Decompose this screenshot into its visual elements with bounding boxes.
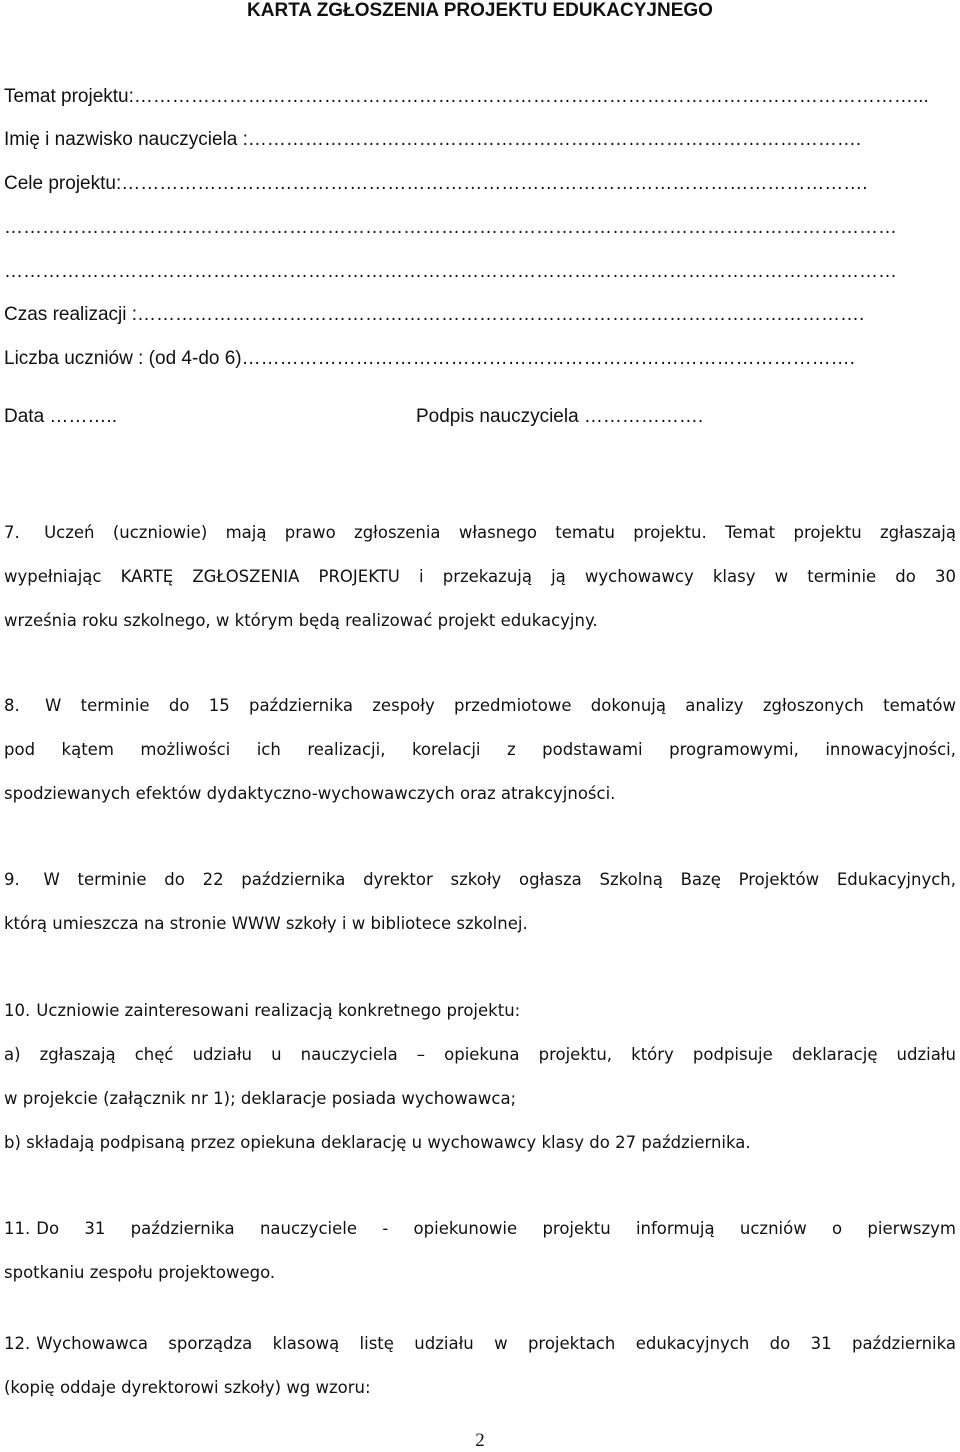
form-field-project-topic: Temat projektu:……………………………………………………………………………………………………………... (4, 86, 929, 107)
document-title: KARTA ZGŁOSZENIA PROJEKTU EDUKACYJNEGO (247, 0, 713, 21)
form-field-duration: Czas realizacji :……………………………………………………………………………………………………. (4, 304, 865, 325)
paragraph-line: którą umieszcza na stronie WWW szkoły i w bibliotece szkolnej. (4, 914, 528, 933)
form-field-project-goals: Cele projektu:………………………………………………………………………………………………………. (4, 173, 868, 194)
paragraph-number: 8. (4, 696, 20, 715)
paragraph-line: 9. W terminie do 22 października dyrektor szkoły ogłasza Szkolną Bazę Projektów Edukacyjnych, (4, 870, 956, 889)
paragraph-line: a) zgłaszają chęć udziału u nauczyciela – opiekuna projektu, który podpisuje deklarację udziału (4, 1045, 956, 1064)
paragraph-line: (kopię oddaje dyrektorowi szkoły) wg wzoru: (4, 1378, 371, 1397)
paragraph-line: 12. Wychowawca sporządza klasową listę udziału w projektach edukacyjnych do 31 października (4, 1334, 956, 1353)
paragraph-10 (4, 989, 956, 1165)
paragraph-line: 11. Do 31 października nauczyciele - opiekunowie projektu informują uczniów o pierwszym (4, 1219, 956, 1238)
paragraph-number: 9. (4, 870, 20, 889)
paragraph-12 (4, 1322, 956, 1410)
signature-row (4, 406, 956, 428)
paragraph-number: 7. (4, 523, 20, 542)
page-number: 2 (475, 1430, 485, 1451)
form-field-teacher-name: Imię i nazwisko nauczyciela :……………………………………………………………………………………. (4, 129, 862, 150)
paragraph-number: 11. (4, 1219, 31, 1238)
paragraph-line: pod kątem możliwości ich realizacji, korelacji z podstawami programowymi, innowacyjności, (4, 740, 956, 759)
paragraph-11 (4, 1207, 956, 1295)
date-field: Data ……….. (4, 406, 117, 427)
paragraph-line: w projekcie (załącznik nr 1); deklaracje posiada wychowawca; (4, 1089, 517, 1108)
form-field-goals-continuation-2: …………………………………………………………………………………………………………………………… (4, 261, 897, 282)
paragraph-7 (4, 511, 956, 643)
paragraph-line: 7. Uczeń (uczniowie) mają prawo zgłoszenia własnego tematu projektu. Temat projektu zgłaszają (4, 523, 957, 542)
form-field-goals-continuation-1: …………………………………………………………………………………………………………………………… (4, 217, 897, 238)
form-field-student-count: Liczba uczniów : (od 4-do 6)……………………………………………………………………………………. (4, 348, 855, 369)
paragraph-line: 8. W terminie do 15 października zespoły przedmiotowe dokonują analizy zgłoszonych tematów (4, 696, 956, 715)
paragraph-line: b) składają podpisaną przez opiekuna deklarację u wychowawcy klasy do 27 października. (4, 1133, 751, 1152)
paragraph-line: spodziewanych efektów dydaktyczno-wychowawczych oraz atrakcyjności. (4, 784, 616, 803)
paragraph-number: 10. (4, 1001, 31, 1020)
paragraph-number: 12. (4, 1334, 31, 1353)
paragraph-line: wypełniając KARTĘ ZGŁOSZENIA PROJEKTU i przekazują ją wychowawcy klasy w terminie do 30 (4, 567, 956, 586)
teacher-signature-field: Podpis nauczyciela ………………. (416, 406, 704, 427)
paragraph-line: 10. Uczniowie zainteresowani realizacją konkretnego projektu: (4, 1001, 521, 1020)
paragraph-9 (4, 858, 956, 946)
paragraph-line: spotkaniu zespołu projektowego. (4, 1263, 276, 1282)
paragraph-8 (4, 684, 956, 816)
paragraph-line: września roku szkolnego, w którym będą realizować projekt edukacyjny. (4, 611, 598, 630)
